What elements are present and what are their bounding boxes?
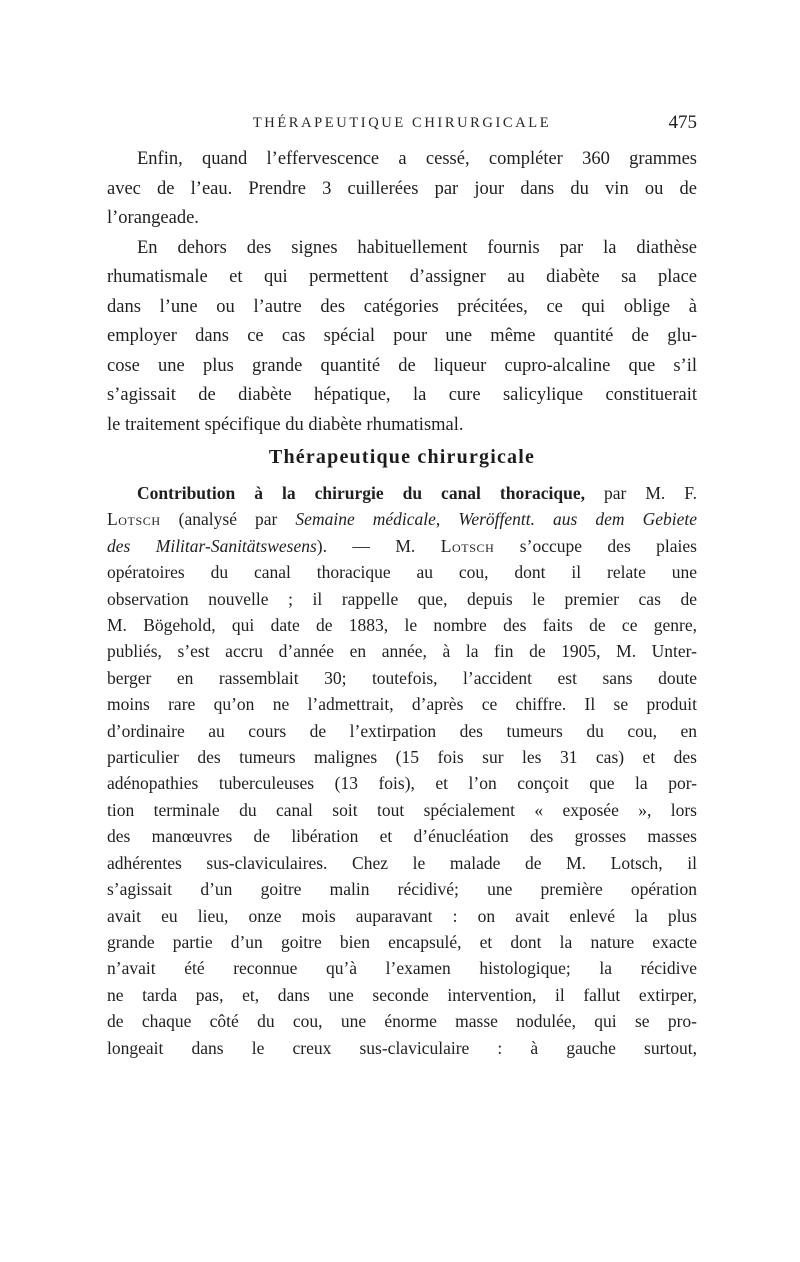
text-line (107, 612, 697, 638)
page-body (107, 145, 697, 1061)
text-line (107, 718, 697, 744)
text-line (107, 1008, 697, 1034)
text-run: longeait dans le creux sus-claviculaire : à gauche surtout, (107, 1037, 697, 1058)
text-line (107, 234, 697, 264)
text-run: l’orangeade. (107, 208, 199, 228)
text-line (107, 204, 697, 234)
text-run: Lotsch (107, 509, 161, 530)
text-line (107, 322, 697, 352)
text-run: berger en rassemblait 30; toutefois, l’accident est sans doute (107, 667, 697, 688)
text-line (107, 744, 697, 770)
text-run: employer dans ce cas spécial pour une même quantité de glu- (107, 326, 697, 346)
text-line (107, 293, 697, 323)
text-line (107, 770, 697, 796)
text-run: d’ordinaire au cours de l’extirpation des tumeurs du cou, en (107, 720, 697, 741)
paragraph (107, 234, 697, 441)
page-content (107, 112, 697, 1061)
text-run: opératoires du canal thoracique au cou, dont il relate une (107, 562, 697, 583)
text-run: des Militar-Sanitätswesens (107, 535, 317, 556)
text-line (107, 850, 697, 876)
text-run: adénopathies tuberculeuses (13 fois), et l’on conçoit que la por- (107, 773, 697, 794)
section-heading: Thérapeutique chirurgicale (268, 446, 536, 468)
text-run: avait eu lieu, onze mois auparavant : on avait enlevé la plus (107, 905, 697, 926)
text-line (107, 638, 697, 664)
text-line (107, 506, 697, 532)
text-run: de chaque côté du cou, une énorme masse nodulée, qui se pro- (107, 1011, 697, 1032)
text-run: tion terminale du canal soit tout spécialement « exposée », lors (107, 799, 697, 820)
page-header-title: THÉRAPEUTIQUE CHIRURGICALE (252, 115, 552, 131)
text-line (107, 352, 697, 382)
text-run: avec de l’eau. Prendre 3 cuillerées par jour dans du vin ou de (107, 178, 697, 199)
text-line (107, 797, 697, 823)
text-line (107, 903, 697, 929)
text-line (107, 665, 697, 691)
text-run: s’agissait de diabète hépatique, la cure salicylique constituerait (107, 385, 697, 405)
text-line (107, 876, 697, 902)
text-run: rhumatismale et qui permettent d’assigner au diabète sa place (107, 267, 697, 287)
text-run: grande partie d’un goitre bien encapsulé, et dont la nature exacte (107, 931, 697, 952)
text-run: En dehors des signes habituellement fournis par la diathèse (137, 237, 697, 258)
text-line (107, 982, 697, 1008)
text-run: publiés, s’est accru d’année en année, à la fin de 1905, M. Unter- (107, 641, 697, 662)
text-run: s’occupe des plaies (494, 535, 697, 556)
text-run: observation nouvelle ; il rappelle que, depuis le premier cas de (107, 588, 697, 609)
text-line (107, 691, 697, 717)
text-line (107, 533, 697, 559)
text-line (107, 381, 697, 411)
text-run: Enfin, quand l’effervescence a cessé, compléter 360 grammes (137, 149, 697, 169)
text-run: Lotsch (440, 535, 495, 556)
text-line (107, 823, 697, 849)
text-line (107, 263, 697, 293)
text-line (107, 145, 697, 175)
text-run: Contribution à la chirurgie du canal thoracique, (137, 483, 585, 503)
paragraph (107, 480, 697, 1061)
text-line (107, 1035, 697, 1061)
text-line (107, 586, 697, 612)
text-run: M. Bögehold, qui date de 1883, le nombre des faits de ce genre, (107, 615, 697, 636)
text-run: s’agissait d’un goitre malin récidivé; une première opération (107, 879, 697, 900)
text-line (107, 175, 697, 205)
text-line (107, 929, 697, 955)
text-run: Weröffentt. aus dem Gebiete (458, 509, 697, 530)
text-run: adhérentes sus-claviculaires. Chez le malade de M. Lotsch, il (107, 852, 697, 873)
text-run: particulier des tumeurs malignes (15 fois sur les 31 cas) et des (107, 747, 697, 768)
paragraph (107, 145, 697, 234)
text-run: moins rare qu’on ne l’admettrait, d’après ce chiffre. Il se produit (107, 694, 697, 715)
text-run: dans l’une ou l’autre des catégories précitées, ce qui oblige à (107, 296, 697, 317)
text-run: , (435, 509, 459, 530)
page-number: 475 (668, 112, 697, 133)
text-run: ne tarda pas, et, dans une seconde intervention, il fallut extirper, (107, 984, 697, 1005)
text-run: cose une plus grande quantité de liqueur cupro-alcaline que s’il (107, 355, 697, 376)
text-line (107, 559, 697, 585)
text-run: le traitement spécifique du diabète rhumatismal. (107, 414, 464, 435)
text-line (107, 480, 697, 506)
text-line (107, 955, 697, 981)
running-header (107, 112, 697, 134)
text-run: (analysé par (160, 509, 296, 530)
text-run: des manœuvres de libération et d’énucléation des grosses masses (107, 826, 697, 847)
text-run: par M. F. (585, 483, 697, 503)
text-run: ). — M. (316, 535, 441, 556)
text-line (107, 411, 697, 441)
text-run: n’avait été reconnue qu’à l’examen histologique; la récidive (107, 958, 697, 979)
text-run: Semaine médicale (295, 509, 436, 530)
